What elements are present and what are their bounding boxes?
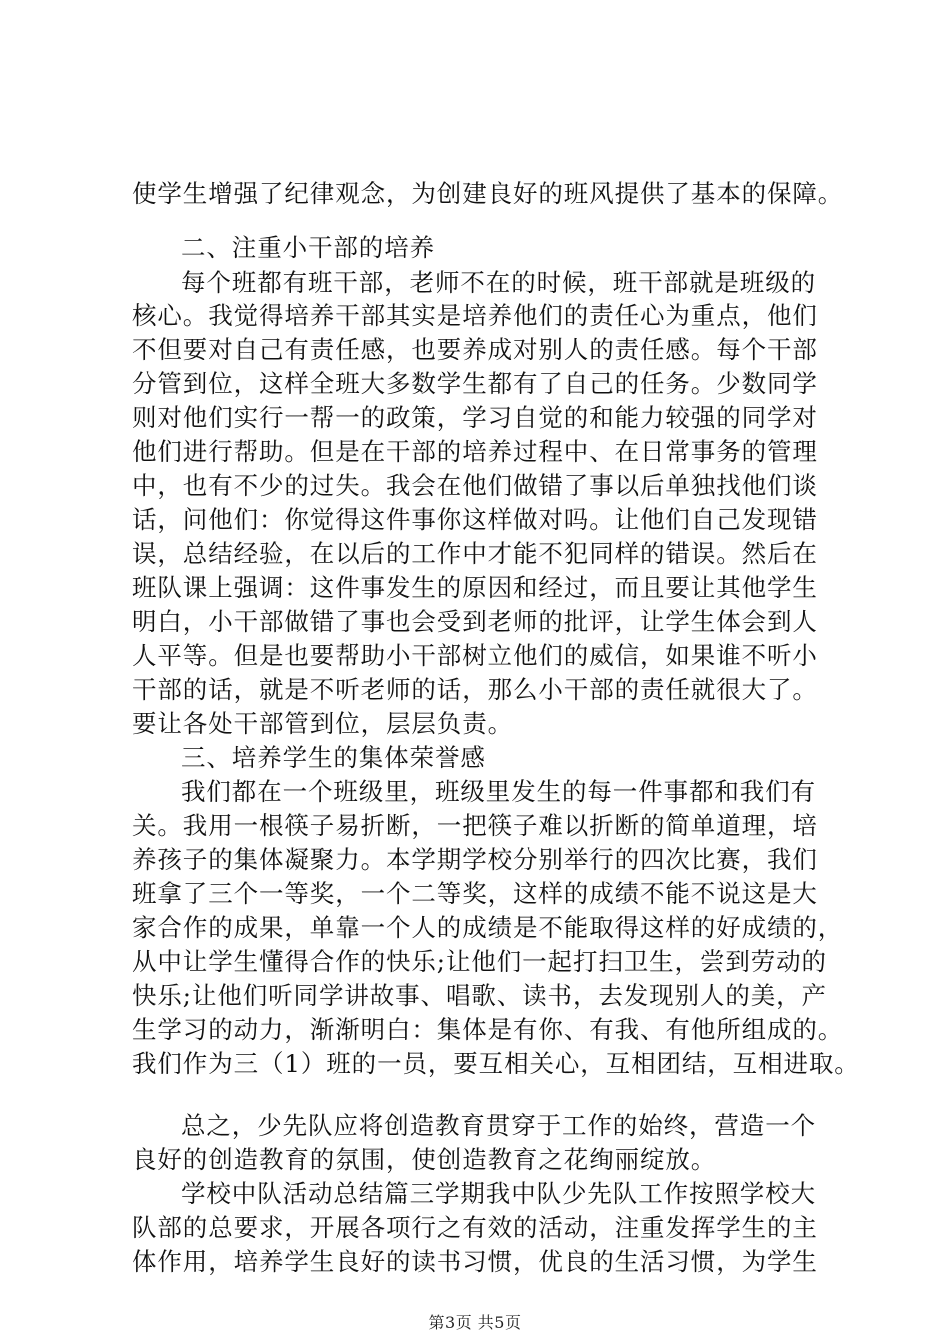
paragraph-line: 队部的总要求，开展各项行之有效的活动，注重发挥学生的主 xyxy=(132,1213,818,1242)
paragraph-line: 养孩子的集体凝聚力。本学期学校分别举行的四次比赛，我们 xyxy=(132,845,818,874)
paragraph-line: 我们作为三（1）班的一员，要互相关心，互相团结，互相进取。 xyxy=(132,1049,860,1078)
paragraph-line: 不但要对自己有责任感，也要养成对别人的责任感。每个干部 xyxy=(132,335,818,364)
paragraph-line: 中，也有不少的过失。我会在他们做错了事以后单独找他们谈 xyxy=(132,471,818,500)
paragraph-line: 明白，小干部做错了事也会受到老师的批评，让学生体会到人 xyxy=(132,607,818,636)
paragraph-line: 话，问他们：你觉得这件事你这样做对吗。让他们自己发现错 xyxy=(132,505,818,534)
paragraph-line: 每个班都有班干部，老师不在的时候，班干部就是班级的 xyxy=(181,268,816,297)
paragraph-line: 家合作的成果，单靠一个人的成绩是不能取得这样的好成绩的， xyxy=(132,913,844,942)
paragraph-line: 要让各处干部管到位，层层负责。 xyxy=(132,709,513,738)
paragraph-line: 生学习的动力，渐渐明白：集体是有你、有我、有他所组成的。 xyxy=(132,1015,844,1044)
paragraph-line: 从中让学生懂得合作的快乐;让他们一起打扫卫生，尝到劳动的 xyxy=(132,947,827,976)
paragraph-line: 则对他们实行一帮一的政策，学习自觉的和能力较强的同学对 xyxy=(132,403,818,432)
paragraph-line: 人平等。但是也要帮助小干部树立他们的威信，如果谁不听小 xyxy=(132,641,818,670)
paragraph-line: 我们都在一个班级里，班级里发生的每一件事都和我们有 xyxy=(181,777,816,806)
paragraph-line: 良好的创造教育的氛围，使创造教育之花绚丽绽放。 xyxy=(132,1145,717,1174)
section-heading: 三、培养学生的集体荣誉感 xyxy=(181,743,486,772)
paragraph-line: 分管到位，这样全班大多数学生都有了自己的任务。少数同学 xyxy=(132,369,818,398)
paragraph-line: 关。我用一根筷子易折断，一把筷子难以折断的简单道理，培 xyxy=(132,811,818,840)
paragraph-line: 班队课上强调：这件事发生的原因和经过，而且要让其他学生 xyxy=(132,573,818,602)
paragraph-line: 使学生增强了纪律观念，为创建良好的班风提供了基本的保障。 xyxy=(132,179,844,208)
paragraph-line: 干部的话，就是不听老师的话，那么小干部的责任就很大了。 xyxy=(132,675,818,704)
page-number-footer: 第3页 共5页 xyxy=(428,1313,522,1332)
paragraph-line: 体作用，培养学生良好的读书习惯，优良的生活习惯，为学生 xyxy=(132,1247,818,1276)
paragraph-line: 学校中队活动总结篇三学期我中队少先队工作按照学校大 xyxy=(181,1179,816,1208)
section-heading: 二、注重小干部的培养 xyxy=(181,233,435,262)
paragraph-line: 总之，少先队应将创造教育贯穿于工作的始终，营造一个 xyxy=(181,1111,816,1140)
paragraph-line: 快乐;让他们听同学讲故事、唱歌、读书，去发现别人的美，产 xyxy=(132,981,827,1010)
paragraph-line: 班拿了三个一等奖，一个二等奖，这样的成绩不能不说这是大 xyxy=(132,879,818,908)
paragraph-line: 核心。我觉得培养干部其实是培养他们的责任心为重点，他们 xyxy=(132,301,818,330)
paragraph-line: 误，总结经验，在以后的工作中才能不犯同样的错误。然后在 xyxy=(132,539,818,568)
paragraph-line: 他们进行帮助。但是在干部的培养过程中、在日常事务的管理 xyxy=(132,437,818,466)
